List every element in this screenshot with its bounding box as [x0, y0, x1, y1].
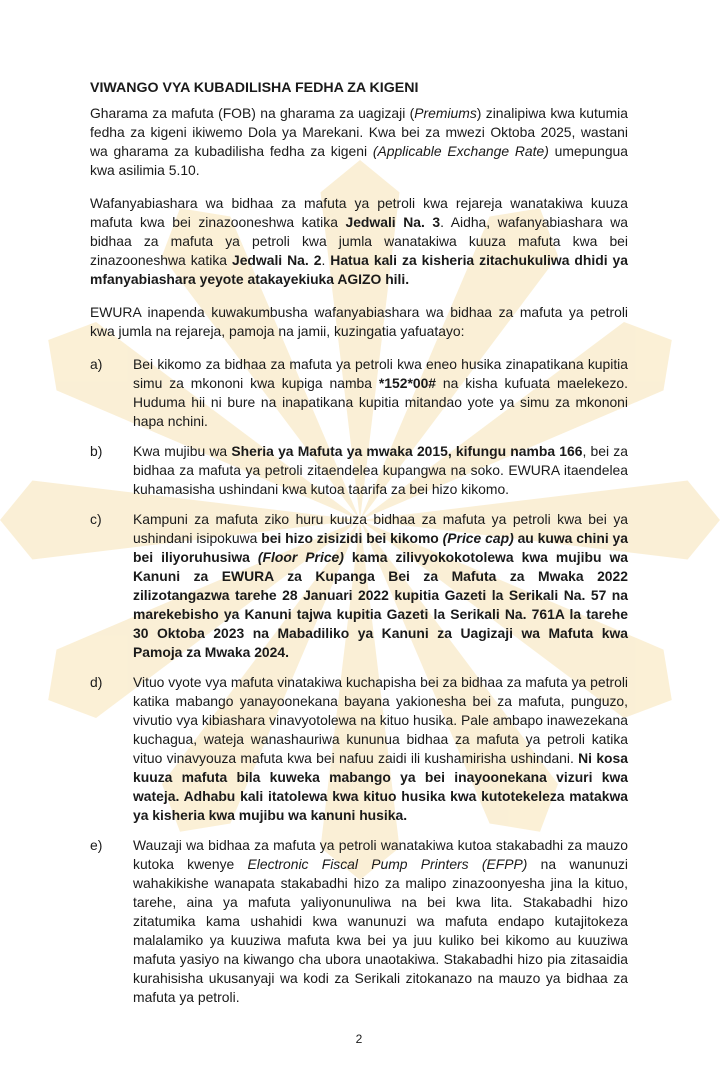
text-run: umepungua kwa asilimia 5.10. — [90, 143, 628, 178]
list-item-text — [133, 836, 628, 1007]
list-item-label: a) — [90, 356, 103, 372]
list-item-text — [133, 673, 628, 825]
list-item-text — [133, 442, 628, 499]
text-run: na wanunuzi wahakikishe wanapata stakabadhi hizo za malipo zinazoonyesha jina la kituo, tarehe, aina ya mafuta yaliyonunuliwa na bei kwa lita. Stakabadhi hizo zitatumika kama ushahidi kwa wanunuzi wa mafuta endapo kutajitokeza malalamiko ya kuuziwa mafuta kwa bei ya juu kuliko bei kikomo au kuuziwa mafuta yasiyo na kiwango cha ubora unaotakiwa. Stakabadhi hizo pia zitasaidia kurahisisha ukusanyaji wa kodi za Serikali zitokanazo na mauzo ya bidhaa za mafuta ya petroli. — [133, 856, 629, 1005]
text-run: Kampuni za mafuta ziko huru kuuza bidhaa za mafuta ya petroli kwa bei ya ushindani isipokuwa — [133, 511, 628, 546]
bold-italic-text: (Floor Price) — [257, 549, 344, 565]
paragraph — [90, 303, 628, 341]
text-run: Jedwali Na. 3 — [345, 214, 441, 230]
text-run: *152*00# — [378, 375, 437, 391]
text-run: Wafanyabiashara wa bidhaa za mafuta ya petroli kwa rejareja wanatakiwa kuuza mafuta kwa bei zinazooneshwa katika — [90, 195, 628, 230]
text-run: ) zinalipiwa kwa kutumia fedha za kigeni ikiwemo Dola ya Marekani. Kwa bei za mwezi Oktoba 2025, wastani wa gharama za kubadilisha fedha za kigeni — [90, 105, 628, 159]
text-run: kama zilivyokokotolewa kwa mujibu wa Kanuni za EWURA za Kupanga Bei za Mafuta za Mwaka 2022 zilizotangazwa tarehe 28 Januari 2022 kupitia Gazeti la Serikali Na. 57 na marekebisho ya Kanuni tajwa kupitia Gazeti la Serikali Na. 761A la tarehe 30 Oktoba 2023 na Mabadiliko ya Kanuni za Uagizaji wa Mafuta kwa Pamoja za Mwaka 2024. — [133, 549, 628, 660]
text-run: Wauzaji wa bidhaa za mafuta ya petroli wanatakiwa kutoa stakabadhi za mauzo kutoka kwenye — [133, 837, 628, 872]
text-run: Kwa mujibu wa — [133, 443, 232, 459]
text-run: bei hizo zisizidi bei kikomo — [261, 530, 443, 546]
text-run: Gharama za mafuta (FOB) na gharama za uagizaji ( — [90, 105, 415, 121]
list-item — [90, 836, 628, 1007]
text-run: au kuwa chini ya bei iliyoruhusiwa — [133, 530, 628, 565]
text-run: (Applicable Exchange Rate) — [372, 143, 549, 159]
list-item-label: d) — [90, 674, 103, 690]
text-run — [258, 549, 344, 565]
text-run: . Aidha, wafanyabiashara wa bidhaa za mafuta ya petroli kwa jumla wanatakiwa kuuza mafuta kwa bei zinazooneshwa katika — [90, 214, 629, 268]
list-item-text — [133, 510, 628, 662]
section-heading: VIWANGO VYA KUBADILISHA FEDHA ZA KIGENI — [90, 80, 419, 96]
list-item-label: c) — [90, 511, 102, 527]
page-number: 2 — [355, 1032, 363, 1046]
text-run: Hatua kali za kisheria zitachukuliwa dhidi ya mfanyabiashara yeyote atakayekiuka AGIZO hili. — [90, 252, 628, 287]
text-run: , bei za bidhaa za mafuta ya petroli zitaendelea kupangwa na soko. EWURA itaendelea kuhamasisha ushindani kwa kutoa taarifa za bei hizo kikomo. — [133, 443, 628, 497]
list-item — [90, 510, 628, 662]
text-run: na kisha kufuata maelekezo. Huduma hii ni bure na inapatikana kupitia mitandao yote ya simu za mkononi hapa nchini. — [133, 375, 629, 429]
list-item-label: e) — [90, 837, 103, 853]
text-run: . — [321, 252, 331, 268]
bold-italic-text: (Price cap) — [442, 530, 514, 546]
list-item — [90, 442, 628, 499]
text-run — [443, 530, 514, 546]
text-run: EWURA inapenda kuwakumbusha wafanyabiashara wa bidhaa za mafuta ya petroli kwa jumla na rejareja, pamoja na jamii, kuzingatia yafuatayo: — [90, 304, 628, 339]
text-run: Bei kikomo za bidhaa za mafuta ya petroli kwa eneo husika zinapatikana kupitia simu za mkononi kwa kupiga namba — [133, 356, 628, 391]
text-run: Ni kosa kuuza mafuta bila kuweka mabango ya bei inayoonekana vizuri kwa wateja. Adhabu kali itatolewa kwa kituo husika kwa kutotekeleza matakwa ya kisheria kwa mujibu wa kanuni husika. — [133, 750, 628, 823]
paragraph — [90, 104, 628, 180]
text-run: Jedwali Na. 2 — [231, 252, 322, 268]
text-run: Sheria ya Mafuta ya mwaka 2015, kifungu namba 166 — [231, 443, 583, 459]
text-run: Premiums — [414, 105, 477, 121]
list-item — [90, 673, 628, 825]
text-run: Electronic Fiscal Pump Printers (EFPP) — [247, 856, 528, 872]
list-item-label: b) — [90, 443, 103, 459]
document-page — [90, 0, 628, 1067]
list-item — [90, 355, 628, 431]
text-run: Vituo vyote vya mafuta vinatakiwa kuchapisha bei za bidhaa za mafuta ya petroli katika mabango yanayoonekana bayana yakionesha bei za mafuta, punguzo, vivutio vya kibiashara vinavyotolewa na kituo husika. Pale ambapo inawezekana kuchagua, wateja wanashauriwa kununua bidhaa za mafuta ya petroli katika vituo vinavyouza mafuta kwa bei nafuu zaidi ili kushamirisha ushindani. — [133, 674, 628, 766]
paragraph — [90, 194, 628, 289]
list-item-text — [133, 355, 628, 431]
